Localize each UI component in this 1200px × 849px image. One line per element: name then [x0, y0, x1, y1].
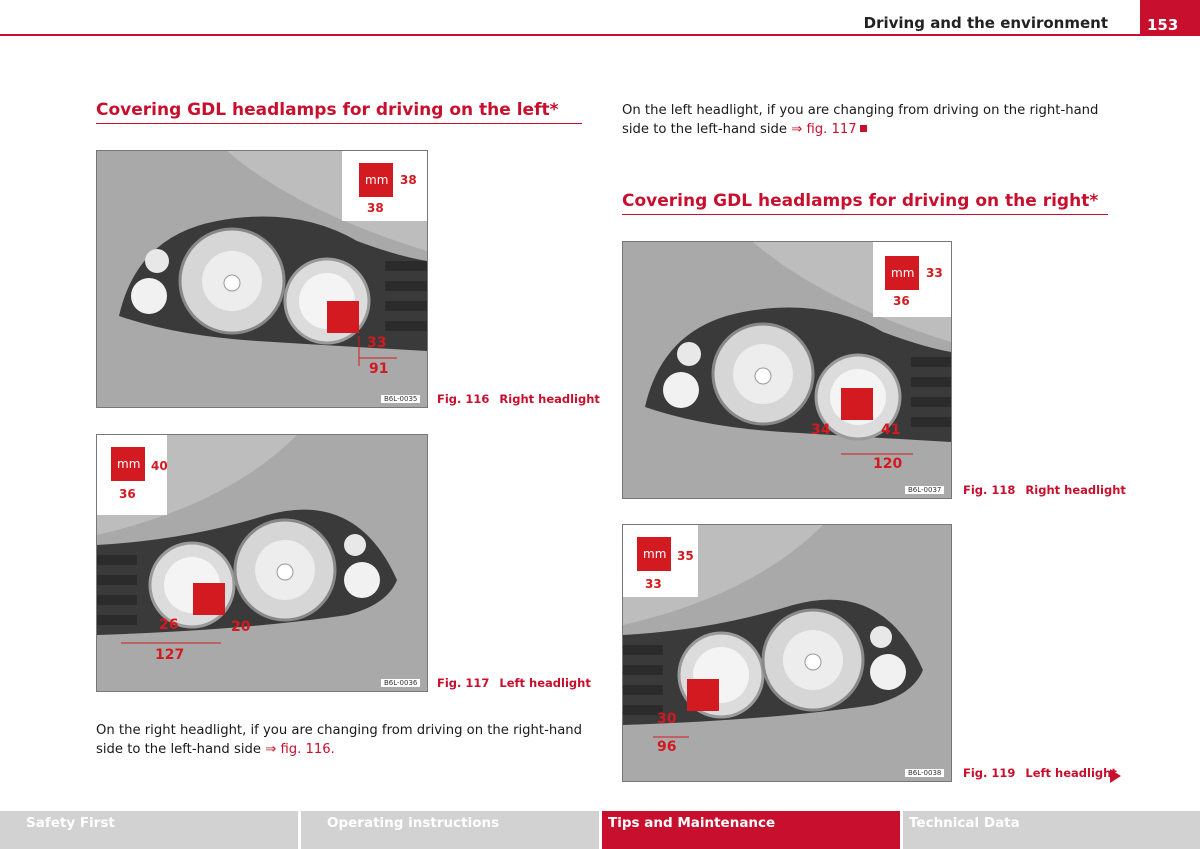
arrow-icon: ⇒ [265, 742, 277, 757]
dimension-label: 30 [657, 711, 677, 727]
figure-number: Fig. 117 [437, 676, 490, 690]
figure-116-image [96, 150, 428, 408]
dimension-label: 20 [231, 619, 251, 635]
figure-number: Fig. 116 [437, 392, 490, 406]
dimension-label: 127 [155, 647, 185, 663]
template-label: mm [117, 457, 141, 471]
end-of-section-icon [860, 125, 867, 132]
figure-number: Fig. 119 [963, 766, 1016, 780]
template-height: 33 [926, 266, 943, 280]
template-label: mm [365, 173, 389, 187]
figure-ref-code: B6L-0038 [905, 769, 944, 777]
paragraph-text: On the left headlight, if you are changing from driving on the right-hand side to the left-hand side [622, 103, 1099, 137]
template-width: 36 [893, 294, 910, 308]
arrow-icon: ⇒ [791, 122, 803, 137]
tab-technical-data[interactable]: Technical Data [903, 811, 1200, 849]
dimension-label: 33 [367, 335, 387, 351]
section-heading-left: Covering GDL headlamps for driving on the left* [96, 100, 582, 124]
dimension-label: 91 [369, 361, 389, 377]
figure-117-caption [437, 676, 591, 690]
figure-118-caption [963, 483, 1126, 497]
template-height: 35 [677, 549, 694, 563]
template-width: 33 [645, 577, 662, 591]
dimension-label: 96 [657, 739, 677, 755]
figure-title: Right headlight [1025, 483, 1126, 497]
template-width: 38 [367, 201, 384, 215]
figure-119-image [622, 524, 952, 782]
template-height: 38 [400, 173, 417, 187]
right-intro-paragraph [622, 101, 1112, 139]
left-paragraph [96, 721, 588, 759]
footer-nav [0, 811, 1200, 849]
template-label: mm [643, 547, 667, 561]
template-label: mm [891, 266, 915, 280]
header-rule [0, 34, 1140, 36]
next-page-arrow-icon[interactable] [1110, 769, 1121, 783]
template-width: 36 [119, 487, 136, 501]
figure-title: Left headlight [499, 676, 591, 690]
figure-117-image [96, 434, 428, 692]
dimension-label: 41 [881, 422, 901, 438]
tab-operating-instructions[interactable]: Operating instructions [301, 811, 599, 849]
tab-tips-and-maintenance[interactable]: Tips and Maintenance [602, 811, 900, 849]
figure-119-caption [963, 766, 1117, 780]
section-heading-right: Covering GDL headlamps for driving on the right* [622, 191, 1108, 215]
tab-safety-first[interactable]: Safety First [0, 811, 298, 849]
page-number: 153 [1147, 16, 1179, 34]
figure-116-caption [437, 392, 600, 406]
figure-link[interactable]: fig. 117 [806, 122, 857, 137]
figure-ref-code: B6L-0037 [905, 486, 944, 494]
figure-ref-code: B6L-0036 [381, 679, 420, 687]
running-header: Driving and the environment [863, 14, 1108, 32]
figure-link[interactable]: fig. 116. [280, 742, 335, 757]
figure-ref-code: B6L-0035 [381, 395, 420, 403]
figure-title: Left headlight [1025, 766, 1117, 780]
figure-number: Fig. 118 [963, 483, 1016, 497]
dimension-label: 34 [811, 422, 831, 438]
figure-title: Right headlight [499, 392, 600, 406]
dimension-label: 26 [159, 617, 179, 633]
template-height: 40 [151, 459, 168, 473]
figure-118-image [622, 241, 952, 499]
paragraph-text: On the right headlight, if you are changing from driving on the right-hand side to the left-hand side [96, 723, 583, 757]
dimension-label: 120 [873, 456, 903, 472]
